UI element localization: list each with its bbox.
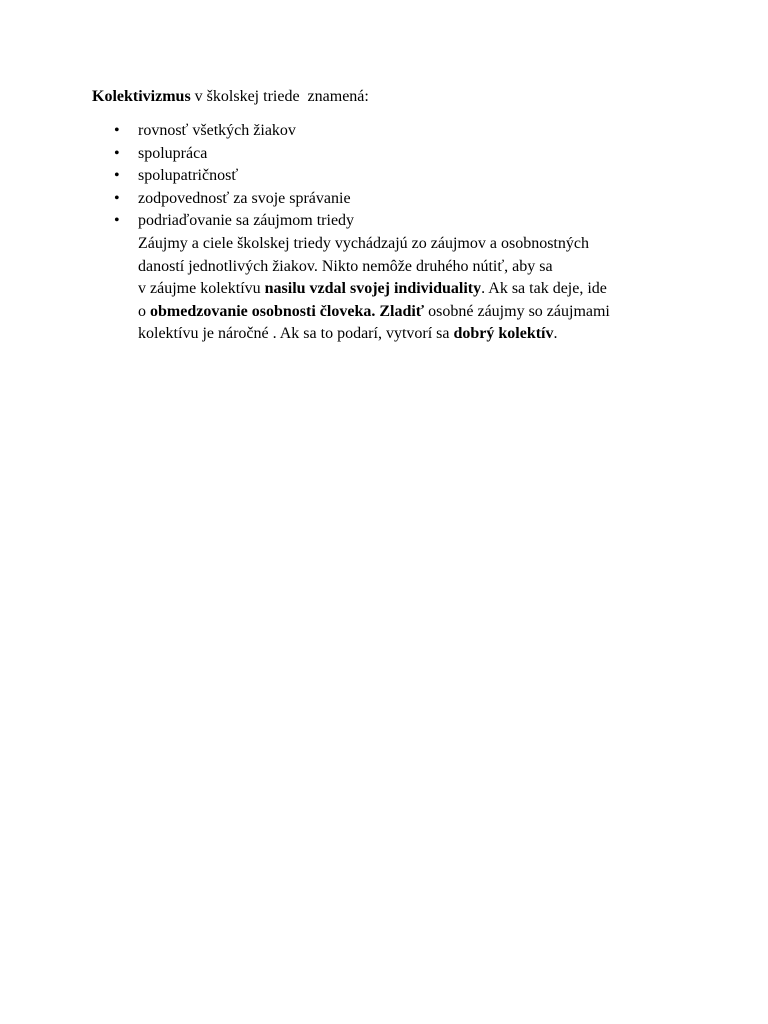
paragraph-text: . <box>553 325 558 342</box>
paragraph-text: kolektívu je náročné . Ak sa to podarí, vytvorí sa <box>138 325 454 342</box>
paragraph-line <box>138 301 698 324</box>
bullet-icon: • <box>114 167 120 184</box>
list-item <box>114 188 351 211</box>
bullet-icon: • <box>114 122 120 139</box>
bullet-icon: • <box>114 189 120 207</box>
bullet-icon: • <box>114 144 120 162</box>
bullet-icon: • <box>114 212 120 229</box>
list-item <box>114 165 239 188</box>
heading-line <box>92 86 369 108</box>
bullet-text: spolupráca <box>138 144 208 162</box>
heading-rest: v školskej triede znamená: <box>190 88 369 105</box>
paragraph-line <box>138 278 698 301</box>
bullet-text: spolupatričnosť <box>138 167 239 184</box>
bullet-text: zodpovednosť za svoje správanie <box>138 189 351 207</box>
emphasis-text: obmedzovanie osobnosti človeka. Zladiť <box>150 302 425 320</box>
paragraph-text: v záujme kolektívu <box>138 280 265 297</box>
bullet-text: rovnosť všetkých žiakov <box>138 122 296 139</box>
list-item <box>114 143 208 166</box>
emphasis-text: nasilu vzdal svojej individuality <box>264 280 482 297</box>
explanation-paragraph <box>138 233 698 346</box>
paragraph-line: Záujmy a ciele školskej triedy vychádzajú zo záujmov a osobnostných <box>138 235 589 252</box>
paragraph-line: daností jednotlivých žiakov. Nikto nemôže druhého nútiť, aby sa <box>138 257 553 275</box>
paragraph-text: . Ak sa tak deje, ide <box>481 280 607 297</box>
bullet-text: podriaďovanie sa záujmom triedy <box>138 212 355 229</box>
heading-term: Kolektivizmus <box>92 88 191 105</box>
paragraph-text: osobné záujmy so záujmami <box>424 302 610 320</box>
paragraph-text: o <box>138 302 150 320</box>
paragraph-line <box>138 323 698 346</box>
emphasis-text: dobrý kolektív <box>453 325 554 342</box>
bullet-list <box>114 120 355 233</box>
list-item <box>114 210 355 233</box>
list-item <box>114 120 296 143</box>
